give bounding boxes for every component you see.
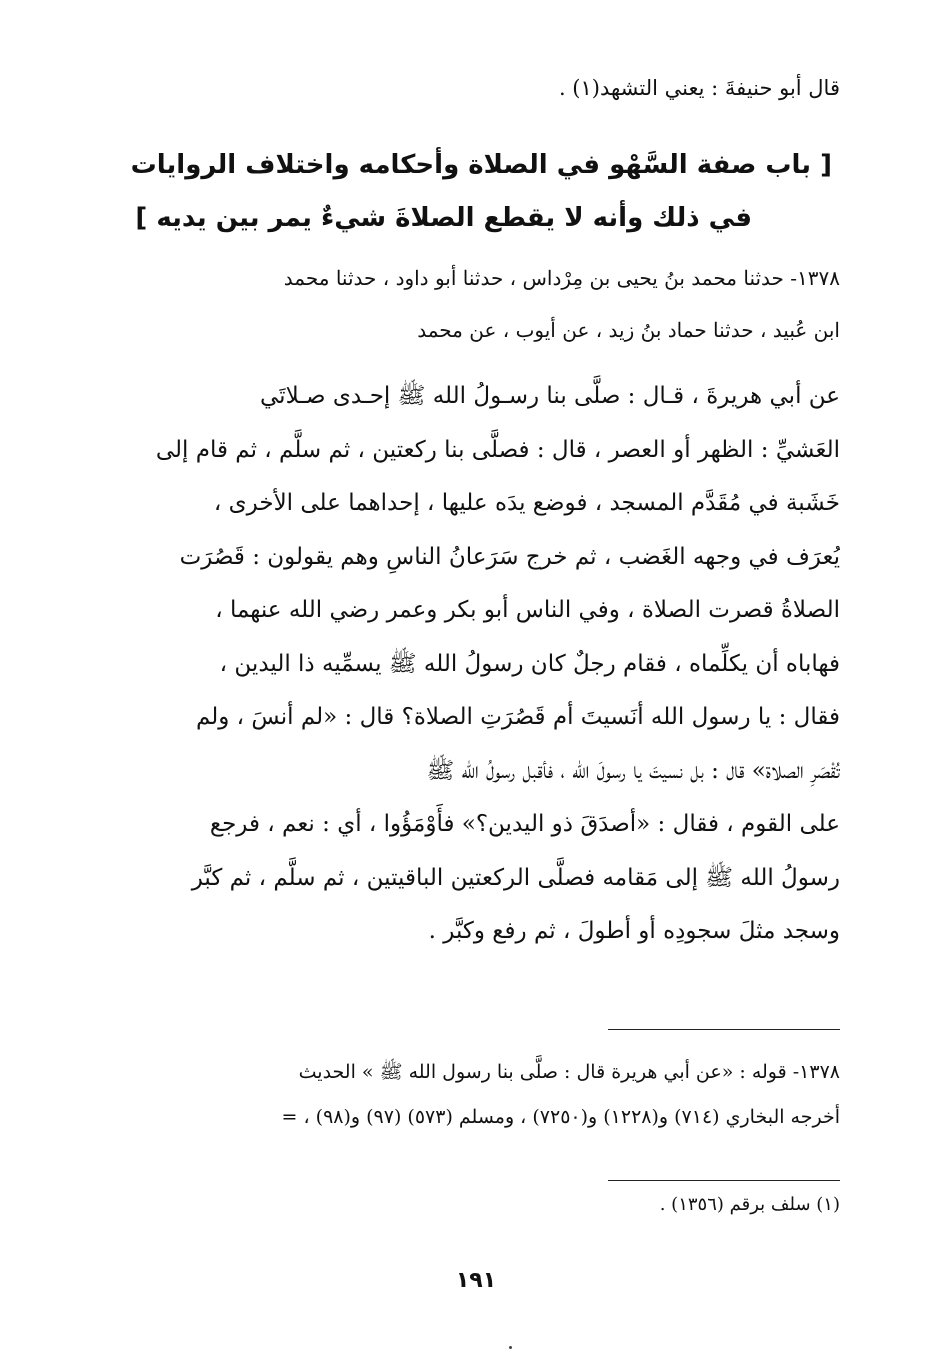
chapter-title-line-2: في ذلك وأنه لا يقطع الصلاةَ شيءٌ يمر بين يديه ]: [135, 203, 752, 233]
hadith-line: وسجد مثلَ سجودِه أو أطولَ ، ثم رفع وكبَّر .: [428, 918, 840, 944]
hadith-line: تُقْصَرِ الصلاة» قال : بل نسيتَ يا رسولَ الله ، فأقبل رسولُ الله ﷺ: [426, 757, 840, 784]
hadith-line: يُعرَف في وجهه الغَضب ، ثم خرج سَرَعانُ الناسِ وهم يقولون : قَصُرَت: [179, 543, 840, 570]
page-number: ١٩١: [455, 1268, 497, 1293]
hadith-line: خَشَبة في مُقَدَّم المسجد ، فوضع يدَه عليها ، إحداهما على الأخرى ،: [213, 490, 840, 516]
isnad-line-1: ١٣٧٨- حدثنا محمد بنُ يحيى بن مِرْداس ، حدثنا أبو داود ، حدثنا محمد: [283, 266, 840, 290]
chapter-title-line-1: [ باب صفة السَّهْو في الصلاة وأحكامه واختلاف الروايات: [130, 150, 832, 180]
intro-line: قال أبو حنيفةَ : يعني التشهد(١) .: [558, 76, 840, 100]
isnad-line-2: ابن عُبيد ، حدثنا حماد بنُ زيد ، عن أيوب ، عن محمد: [417, 318, 840, 342]
commentary-line-1: ١٣٧٨- قوله : «عن أبي هريرة قال : صلَّى بنا رسول الله ﷺ » الحديث: [298, 1061, 840, 1083]
hadith-line: على القوم ، فقال : «أصدَقَ ذو اليدين؟» فأَوْمَؤُوا ، أي : نعم ، فرجع: [209, 811, 840, 837]
hadith-line: الصلاةُ قصرت الصلاة ، وفي الناس أبو بكر وعمر رضي الله عنهما ،: [215, 597, 840, 623]
commentary-line-2: أخرجه البخاري (٧١٤) و(١٢٢٨) و(٧٢٥٠) ، ومسلم (٥٧٣) (٩٧) و(٩٨) ، =: [281, 1106, 840, 1128]
hadith-line: فقال : يا رسول الله أنَسيتَ أم قَصُرَتِ الصلاة؟ قال : «لم أنسَ ، ولم: [195, 704, 840, 730]
hadith-text: [128, 370, 840, 959]
hadith-line: رسولُ الله ﷺ إلى مَقامه فصلَّى الركعتين الباقيتين ، ثم سلَّم ، ثم كبَّر: [191, 864, 840, 891]
footnote: (١) سلف برقم (١٣٥٦) .: [659, 1194, 840, 1215]
hadith-line: عن أبي هريرةَ ، قـال : صلَّى بنا رسـولُ الله ﷺ إحـدى صـلاتَي: [260, 383, 840, 409]
hadith-line: العَشيِّ : الظهر أو العصر ، قال : فصلَّى بنا ركعتين ، ثم سلَّم ، ثم قام إلى: [155, 436, 840, 463]
print-speck: [509, 1346, 512, 1349]
footnote-divider: [608, 1180, 840, 1181]
hadith-line: فهاباه أن يكلِّماه ، فقام رجلٌ كان رسولُ الله ﷺ يسمِّيه ذا اليدين ،: [219, 650, 840, 677]
commentary-divider: [608, 1029, 840, 1030]
